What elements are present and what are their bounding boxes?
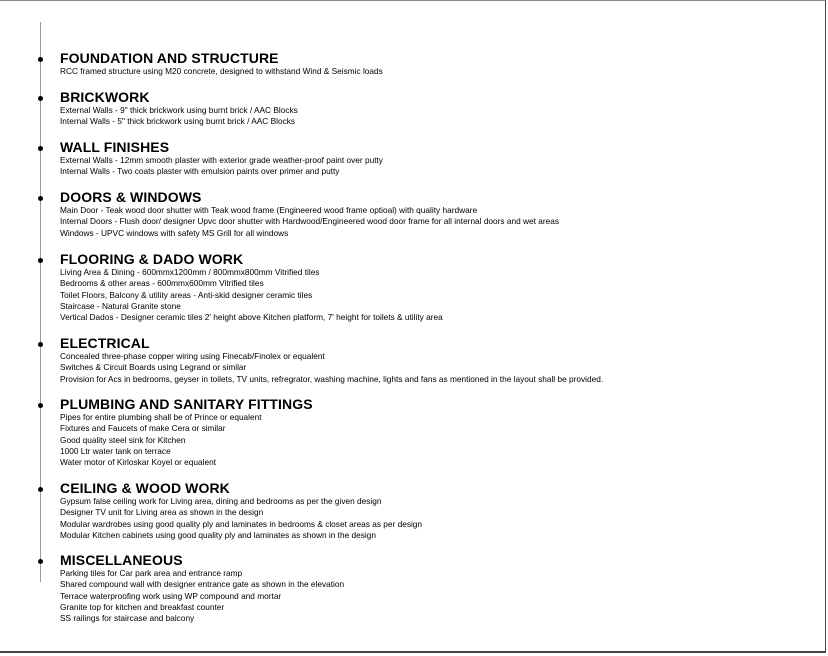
bullet-icon	[38, 559, 43, 564]
spec-line: SS railings for staircase and balcony	[60, 613, 195, 624]
spec-line: Staircase - Natural Granite stone	[60, 300, 181, 311]
spec-line: Vertical Dados - Designer ceramic tiles 2' height above Kitchen platform, 7' height for toilets & utility area	[60, 312, 443, 323]
section-heading: PLUMBING AND SANITARY FITTINGS	[60, 396, 313, 412]
spec-line: Windows - UPVC windows with safety MS Grill for all windows	[60, 227, 289, 238]
spec-line: Granite top for kitchen and breakfast counter	[60, 601, 225, 612]
section-heading: FLOORING & DADO WORK	[60, 251, 244, 267]
spec-line: Water motor of Kirloskar Koyel or equalent	[60, 457, 217, 468]
bullet-icon	[38, 96, 43, 101]
spec-section	[60, 553, 800, 624]
section-heading: WALL FINISHES	[60, 139, 170, 155]
spec-line: External Walls - 12mm smooth plaster with exterior grade weather-proof paint over putty	[60, 155, 383, 165]
section-lines	[60, 412, 800, 468]
spec-line: Provision for Acs in bedrooms, geyser in toilets, TV units, refregrator, washing machine, lights and fans as mentioned in the layout shall be provided.	[60, 373, 604, 384]
bullet-icon	[38, 487, 43, 492]
bullet-icon	[38, 196, 43, 201]
section-lines	[60, 155, 800, 178]
spec-line: Designer TV unit for Living area as shown in the design	[60, 507, 264, 518]
bullet-icon	[38, 342, 43, 347]
section-heading: DOORS & WINDOWS	[60, 189, 202, 205]
section-lines	[60, 267, 800, 323]
bullet-icon	[38, 146, 43, 151]
section-heading: FOUNDATION AND STRUCTURE	[60, 50, 279, 66]
spec-line: Internal Walls - 5" thick brickwork using burnt brick / AAC Blocks	[60, 116, 296, 127]
spec-line: Modular wardrobes using good quality ply and laminates in bedrooms & closet areas as per design	[60, 518, 423, 529]
spec-section	[60, 140, 800, 178]
spec-line: Shared compound wall with designer entrance gate as shown in the elevation	[60, 579, 345, 590]
spec-section	[60, 51, 800, 77]
spec-line: External Walls - 9" thick brickwork using burnt brick / AAC Blocks	[60, 105, 298, 115]
spec-line: Toilet Floors, Balcony & utility areas - Anti-skid designer ceramic tiles	[60, 289, 313, 300]
section-lines	[60, 568, 800, 624]
spec-line: Terrace waterproofing work using WP compound and mortar	[60, 590, 282, 601]
spec-section	[60, 336, 800, 385]
spec-section	[60, 252, 800, 323]
bullet-icon	[38, 57, 43, 62]
section-heading: MISCELLANEOUS	[60, 552, 183, 568]
spec-line: Pipes for entire plumbing shall be of Prince or equalent	[60, 412, 262, 422]
spec-line: Living Area & Dining - 600mmx1200mm / 800mmx800mm Vitrified tiles	[60, 267, 320, 277]
section-lines	[60, 205, 800, 239]
spec-line: Internal Walls - Two coats plaster with emulsion paints over primer and putty	[60, 166, 340, 177]
section-lines	[60, 496, 800, 541]
spec-line: Parking tiles for Car park area and entrance ramp	[60, 568, 243, 578]
spec-line: Bedrooms & other areas - 600mmx600mm Vitrified tiles	[60, 278, 264, 289]
bullet-icon	[38, 403, 43, 408]
spec-line: Modular Kitchen cabinets using good quality ply and laminates as shown in the design	[60, 529, 376, 540]
section-heading: ELECTRICAL	[60, 335, 150, 351]
spec-line: Switches & Circuit Boards using Legrand or similar	[60, 362, 247, 373]
spec-line: Fixtures and Faucets of make Cera or similar	[60, 423, 226, 434]
spec-line: Good quality steel sink for Kitchen	[60, 434, 186, 445]
spec-section	[60, 481, 800, 541]
spec-section	[60, 397, 800, 468]
spec-line: Internal Doors - Flush door/ designer Upvc door shutter with Hardwood/Engineered wood door frame for all internal doors and wet areas	[60, 216, 559, 227]
spec-line: Gypsum false ceiling work for Living area, dining and bedrooms as per the given design	[60, 496, 382, 506]
spec-line: Concealed three-phase copper wiring using Finecab/Finolex or equalent	[60, 351, 325, 361]
spec-line: RCC framed structure using M20 concrete, designed to withstand Wind & Seismic loads	[60, 66, 383, 76]
section-lines	[60, 105, 800, 128]
section-lines	[60, 66, 800, 77]
section-lines	[60, 351, 800, 385]
section-heading: BRICKWORK	[60, 89, 150, 105]
bullet-icon	[38, 258, 43, 263]
section-heading: CEILING & WOOD WORK	[60, 480, 230, 496]
spec-line: 1000 Ltr water tank on terrace	[60, 445, 171, 456]
spec-section	[60, 190, 800, 239]
spec-section	[60, 90, 800, 128]
spec-line: Main Door - Teak wood door shutter with Teak wood frame (Engineered wood frame optioal) with quality hardware	[60, 205, 478, 215]
